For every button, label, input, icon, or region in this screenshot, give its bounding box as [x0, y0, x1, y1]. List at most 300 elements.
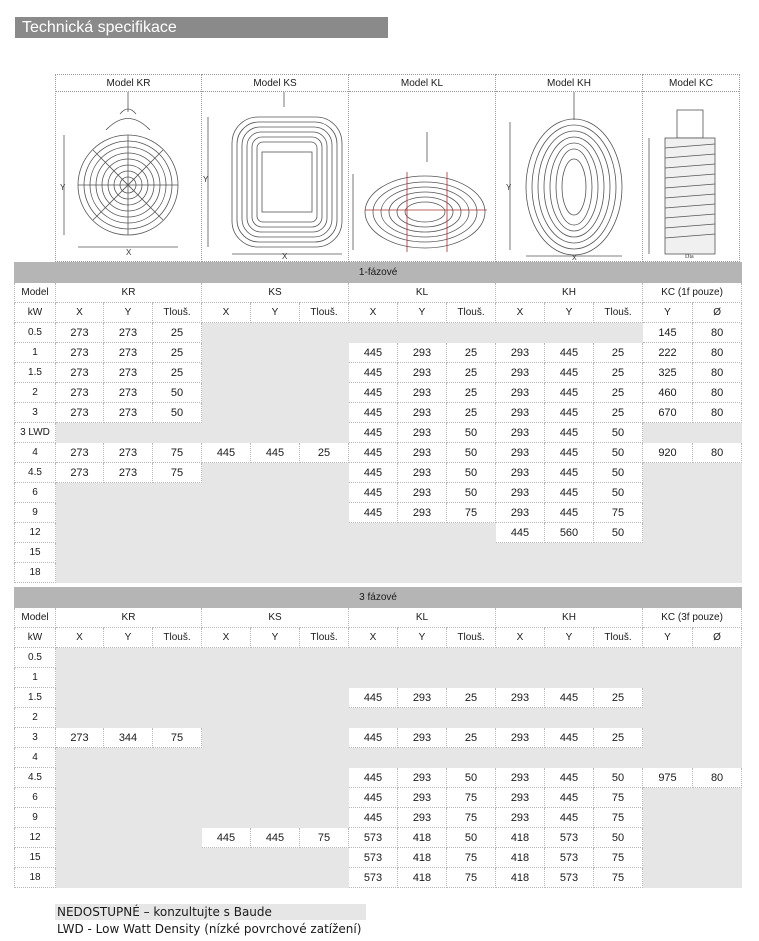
footnote-unavailable: NEDOSTUPNÉ – konzultujte s Baude [55, 904, 366, 920]
kh-value-cell: 560 [545, 523, 594, 543]
unavailable-cell [349, 523, 398, 543]
unavailable-cell [56, 483, 104, 503]
unavailable-cell [300, 708, 349, 728]
page-title: Technická specifikace [15, 17, 388, 38]
kw-cell: 6 [15, 788, 56, 808]
kl-value-cell: 25 [447, 688, 496, 708]
column-header: Tlouš. [594, 303, 643, 323]
unavailable-cell [496, 648, 545, 668]
kr-heater-drawing [56, 92, 201, 260]
kl-value-cell: 573 [349, 848, 398, 868]
unavailable-cell [300, 503, 349, 523]
kl-value-cell: 418 [398, 848, 447, 868]
unavailable-cell [398, 648, 447, 668]
kl-value-cell: 445 [349, 403, 398, 423]
kl-value-cell: 293 [398, 403, 447, 423]
column-header: X [496, 628, 545, 648]
unavailable-cell [56, 423, 104, 443]
unavailable-cell [56, 563, 104, 583]
kw-cell: 2 [15, 708, 56, 728]
unavailable-cell [56, 768, 104, 788]
kw-cell: 18 [15, 563, 56, 583]
kr-value-cell: 273 [56, 363, 104, 383]
model-kc-title: Model KC [643, 75, 739, 92]
model-header: Model [15, 283, 56, 303]
unavailable-cell [349, 748, 398, 768]
kc-value-cell: 80 [693, 343, 742, 363]
column-header: Tlouš. [300, 628, 349, 648]
kh-value-cell: 293 [496, 443, 545, 463]
kl-value-cell: 293 [398, 363, 447, 383]
kh-value-cell: 573 [545, 828, 594, 848]
kh-value-cell: 293 [496, 463, 545, 483]
kh-value-cell: 293 [496, 403, 545, 423]
kc-value-cell: 920 [643, 443, 693, 463]
kl-value-cell: 418 [398, 828, 447, 848]
column-header: kW [15, 303, 56, 323]
unavailable-cell [251, 748, 300, 768]
unavailable-cell [300, 748, 349, 768]
kh-value-cell: 50 [594, 443, 643, 463]
unavailable-cell [545, 543, 594, 563]
unavailable-cell [251, 463, 300, 483]
ks-value-cell: 445 [202, 828, 251, 848]
unavailable-cell [693, 808, 742, 828]
column-header: X [202, 628, 251, 648]
unavailable-cell [300, 523, 349, 543]
unavailable-cell [202, 543, 251, 563]
unavailable-cell [349, 323, 398, 343]
table-row [15, 848, 742, 868]
table-row [15, 868, 742, 888]
kh-value-cell: 445 [545, 768, 594, 788]
kl-value-cell: 573 [349, 868, 398, 888]
group-header: KS [202, 608, 349, 628]
unavailable-cell [594, 323, 643, 343]
unavailable-cell [349, 648, 398, 668]
unavailable-cell [202, 523, 251, 543]
unavailable-cell [153, 483, 202, 503]
kh-value-cell: 445 [545, 423, 594, 443]
table-row [15, 648, 742, 668]
kw-cell: 1 [15, 343, 56, 363]
kr-value-cell: 273 [104, 343, 153, 363]
unavailable-cell [349, 668, 398, 688]
unavailable-cell [447, 563, 496, 583]
unavailable-cell [56, 788, 104, 808]
unavailable-cell [447, 708, 496, 728]
group-header: KH [496, 608, 643, 628]
kl-value-cell: 50 [447, 423, 496, 443]
table-row [15, 343, 742, 363]
kr-value-cell: 273 [56, 463, 104, 483]
unavailable-cell [153, 423, 202, 443]
unavailable-cell [104, 688, 153, 708]
unavailable-cell [153, 648, 202, 668]
unavailable-cell [202, 748, 251, 768]
kw-cell: 3 [15, 403, 56, 423]
unavailable-cell [693, 503, 742, 523]
unavailable-cell [643, 668, 693, 688]
spec-table-3-phase [14, 587, 742, 888]
unavailable-cell [643, 748, 693, 768]
unavailable-cell [153, 788, 202, 808]
kh-value-cell: 445 [545, 728, 594, 748]
unavailable-cell [251, 688, 300, 708]
unavailable-cell [202, 403, 251, 423]
kl-value-cell: 293 [398, 808, 447, 828]
unavailable-cell [251, 523, 300, 543]
kw-cell: 15 [15, 543, 56, 563]
unavailable-cell [153, 503, 202, 523]
unavailable-cell [251, 423, 300, 443]
kl-value-cell: 75 [447, 808, 496, 828]
unavailable-cell [202, 363, 251, 383]
model-ks-figure [201, 74, 349, 262]
kh-value-cell: 50 [594, 463, 643, 483]
kl-value-cell: 50 [447, 768, 496, 788]
table-row [15, 523, 742, 543]
unavailable-cell [202, 483, 251, 503]
unavailable-cell [398, 563, 447, 583]
unavailable-cell [447, 668, 496, 688]
kh-value-cell: 50 [594, 768, 643, 788]
unavailable-cell [693, 463, 742, 483]
column-header-row [15, 303, 742, 323]
kl-value-cell: 293 [398, 423, 447, 443]
unavailable-cell [398, 323, 447, 343]
unavailable-cell [594, 668, 643, 688]
table-row [15, 463, 742, 483]
unavailable-cell [300, 463, 349, 483]
unavailable-cell [643, 483, 693, 503]
kh-heater-drawing [496, 92, 642, 260]
kh-value-cell: 25 [594, 363, 643, 383]
kc-value-cell: 80 [693, 363, 742, 383]
kl-value-cell: 445 [349, 443, 398, 463]
unavailable-cell [153, 543, 202, 563]
unavailable-cell [251, 668, 300, 688]
kh-value-cell: 293 [496, 483, 545, 503]
kw-cell: 1.5 [15, 363, 56, 383]
column-header: X [496, 303, 545, 323]
ks-y-label: Y [203, 175, 209, 184]
group-header-row [15, 283, 742, 303]
unavailable-cell [153, 523, 202, 543]
unavailable-cell [202, 768, 251, 788]
unavailable-cell [104, 423, 153, 443]
kr-value-cell: 273 [56, 443, 104, 463]
kw-cell: 1.5 [15, 688, 56, 708]
kl-value-cell: 25 [447, 403, 496, 423]
unavailable-cell [300, 483, 349, 503]
kh-value-cell: 445 [545, 443, 594, 463]
kh-x-label: X [572, 255, 577, 260]
model-kl-title: Model KL [349, 75, 495, 92]
unavailable-cell [251, 728, 300, 748]
ks-x-label: X [282, 252, 288, 260]
kr-value-cell: 75 [153, 728, 202, 748]
kr-value-cell: 273 [56, 323, 104, 343]
unavailable-cell [643, 848, 693, 868]
column-header: Tlouš. [447, 303, 496, 323]
unavailable-cell [545, 648, 594, 668]
unavailable-cell [104, 523, 153, 543]
unavailable-cell [693, 648, 742, 668]
kl-value-cell: 75 [447, 848, 496, 868]
kw-cell: 12 [15, 523, 56, 543]
unavailable-cell [594, 543, 643, 563]
kh-value-cell: 293 [496, 728, 545, 748]
unavailable-cell [693, 708, 742, 728]
unavailable-cell [693, 748, 742, 768]
kw-cell: 9 [15, 808, 56, 828]
kl-value-cell: 25 [447, 363, 496, 383]
unavailable-cell [202, 503, 251, 523]
kl-value-cell: 445 [349, 463, 398, 483]
group-header: KL [349, 283, 496, 303]
ks-value-cell: 25 [300, 443, 349, 463]
model-ks-title: Model KS [202, 75, 348, 92]
model-kh-figure [495, 74, 643, 262]
unavailable-cell [251, 848, 300, 868]
column-header-row [15, 628, 742, 648]
kl-value-cell: 293 [398, 463, 447, 483]
kl-value-cell: 293 [398, 728, 447, 748]
column-header: Y [251, 628, 300, 648]
table-row [15, 323, 742, 343]
footnote-lwd: LWD - Low Watt Density (nízké povrchové zatížení) [57, 922, 362, 936]
column-header: Y [251, 303, 300, 323]
kl-value-cell: 293 [398, 443, 447, 463]
unavailable-cell [104, 808, 153, 828]
kr-value-cell: 273 [104, 363, 153, 383]
ks-heater-drawing [202, 92, 348, 260]
kc-dia-label: Dia [685, 254, 694, 260]
kl-value-cell: 445 [349, 423, 398, 443]
unavailable-cell [643, 503, 693, 523]
kc-value-cell: 325 [643, 363, 693, 383]
kl-value-cell: 293 [398, 503, 447, 523]
unavailable-cell [251, 403, 300, 423]
unavailable-cell [104, 868, 153, 888]
kr-value-cell: 75 [153, 463, 202, 483]
unavailable-cell [643, 808, 693, 828]
model-kr-title: Model KR [56, 75, 201, 92]
kc-value-cell: 80 [693, 383, 742, 403]
kc-value-cell: 222 [643, 343, 693, 363]
kh-value-cell: 293 [496, 383, 545, 403]
table-row [15, 708, 742, 728]
kr-value-cell: 273 [56, 383, 104, 403]
kh-value-cell: 75 [594, 868, 643, 888]
unavailable-cell [300, 543, 349, 563]
unavailable-cell [693, 688, 742, 708]
kc-value-cell: 80 [693, 403, 742, 423]
kr-value-cell: 273 [56, 403, 104, 423]
kl-value-cell: 75 [447, 868, 496, 888]
unavailable-cell [153, 748, 202, 768]
unavailable-cell [153, 563, 202, 583]
kh-y-label: Y [506, 183, 512, 192]
unavailable-cell [300, 808, 349, 828]
unavailable-cell [300, 868, 349, 888]
column-header: Y [398, 303, 447, 323]
unavailable-cell [153, 668, 202, 688]
kw-cell: 4.5 [15, 463, 56, 483]
kl-value-cell: 75 [447, 788, 496, 808]
unavailable-cell [104, 768, 153, 788]
unavailable-cell [251, 648, 300, 668]
column-header: Tlouš. [447, 628, 496, 648]
table-row [15, 403, 742, 423]
kh-value-cell: 573 [545, 868, 594, 888]
ks-value-cell: 75 [300, 828, 349, 848]
kr-value-cell: 25 [153, 323, 202, 343]
unavailable-cell [300, 423, 349, 443]
table-row [15, 788, 742, 808]
unavailable-cell [447, 748, 496, 768]
kc-value-cell: 145 [643, 323, 693, 343]
model-header: Model [15, 608, 56, 628]
unavailable-cell [153, 848, 202, 868]
kw-cell: 3 [15, 728, 56, 748]
kl-value-cell: 25 [447, 383, 496, 403]
unavailable-cell [251, 808, 300, 828]
kr-value-cell: 50 [153, 383, 202, 403]
kh-value-cell: 445 [545, 808, 594, 828]
kr-value-cell: 273 [104, 323, 153, 343]
unavailable-cell [56, 708, 104, 728]
kl-value-cell: 418 [398, 868, 447, 888]
kh-value-cell: 25 [594, 728, 643, 748]
section-title: 3 fázové [15, 588, 742, 608]
model-kr-figure [55, 74, 202, 262]
kl-value-cell: 445 [349, 788, 398, 808]
unavailable-cell [251, 543, 300, 563]
column-header: Y [643, 628, 693, 648]
unavailable-cell [251, 503, 300, 523]
column-header: Tlouš. [153, 628, 202, 648]
unavailable-cell [104, 708, 153, 728]
unavailable-cell [643, 523, 693, 543]
kh-value-cell: 293 [496, 363, 545, 383]
table-row [15, 543, 742, 563]
section-title: 1-fázové [15, 263, 742, 283]
kl-value-cell: 573 [349, 828, 398, 848]
kl-value-cell: 445 [349, 383, 398, 403]
kc-heater-drawing [643, 92, 739, 260]
kh-value-cell: 25 [594, 403, 643, 423]
unavailable-cell [56, 688, 104, 708]
column-header: Y [545, 628, 594, 648]
kl-value-cell: 50 [447, 443, 496, 463]
unavailable-cell [56, 503, 104, 523]
column-header: Y [643, 303, 693, 323]
unavailable-cell [594, 748, 643, 768]
unavailable-cell [56, 848, 104, 868]
kw-cell: 15 [15, 848, 56, 868]
unavailable-cell [202, 668, 251, 688]
kr-value-cell: 344 [104, 728, 153, 748]
unavailable-cell [56, 808, 104, 828]
unavailable-cell [251, 868, 300, 888]
unavailable-cell [693, 483, 742, 503]
unavailable-cell [202, 688, 251, 708]
unavailable-cell [496, 668, 545, 688]
unavailable-cell [447, 523, 496, 543]
group-header: KH [496, 283, 643, 303]
unavailable-cell [693, 523, 742, 543]
group-header: KC (3f pouze) [643, 608, 742, 628]
unavailable-cell [202, 868, 251, 888]
unavailable-cell [202, 323, 251, 343]
unavailable-cell [104, 483, 153, 503]
unavailable-cell [251, 788, 300, 808]
kr-y-label: Y [60, 183, 66, 192]
kc-value-cell: 975 [643, 768, 693, 788]
kr-value-cell: 25 [153, 363, 202, 383]
unavailable-cell [349, 563, 398, 583]
unavailable-cell [693, 848, 742, 868]
unavailable-cell [202, 463, 251, 483]
ks-value-cell: 445 [202, 443, 251, 463]
kh-value-cell: 573 [545, 848, 594, 868]
kl-value-cell: 445 [349, 768, 398, 788]
unavailable-cell [300, 403, 349, 423]
unavailable-cell [643, 828, 693, 848]
kl-value-cell: 50 [447, 828, 496, 848]
group-header: KR [56, 608, 202, 628]
kr-value-cell: 50 [153, 403, 202, 423]
kh-value-cell: 75 [594, 808, 643, 828]
kh-value-cell: 445 [545, 463, 594, 483]
unavailable-cell [643, 563, 693, 583]
kh-value-cell: 418 [496, 828, 545, 848]
kr-value-cell: 25 [153, 343, 202, 363]
column-header: Y [104, 303, 153, 323]
unavailable-cell [56, 648, 104, 668]
column-header: Tlouš. [594, 628, 643, 648]
unavailable-cell [153, 868, 202, 888]
unavailable-cell [104, 648, 153, 668]
kh-value-cell: 445 [545, 343, 594, 363]
unavailable-cell [251, 323, 300, 343]
unavailable-cell [643, 788, 693, 808]
unavailable-cell [496, 708, 545, 728]
column-header: kW [15, 628, 56, 648]
unavailable-cell [300, 648, 349, 668]
kw-cell: 12 [15, 828, 56, 848]
unavailable-cell [202, 848, 251, 868]
kr-value-cell: 75 [153, 443, 202, 463]
model-illustrations [55, 74, 740, 262]
unavailable-cell [594, 648, 643, 668]
table-row [15, 768, 742, 788]
unavailable-cell [300, 383, 349, 403]
unavailable-cell [447, 648, 496, 668]
unavailable-cell [104, 543, 153, 563]
column-header: Tlouš. [300, 303, 349, 323]
kr-value-cell: 273 [104, 403, 153, 423]
kc-value-cell: 80 [693, 323, 742, 343]
table-row [15, 423, 742, 443]
kw-cell: 2 [15, 383, 56, 403]
unavailable-cell [202, 423, 251, 443]
column-header: X [349, 628, 398, 648]
unavailable-cell [251, 563, 300, 583]
unavailable-cell [643, 688, 693, 708]
